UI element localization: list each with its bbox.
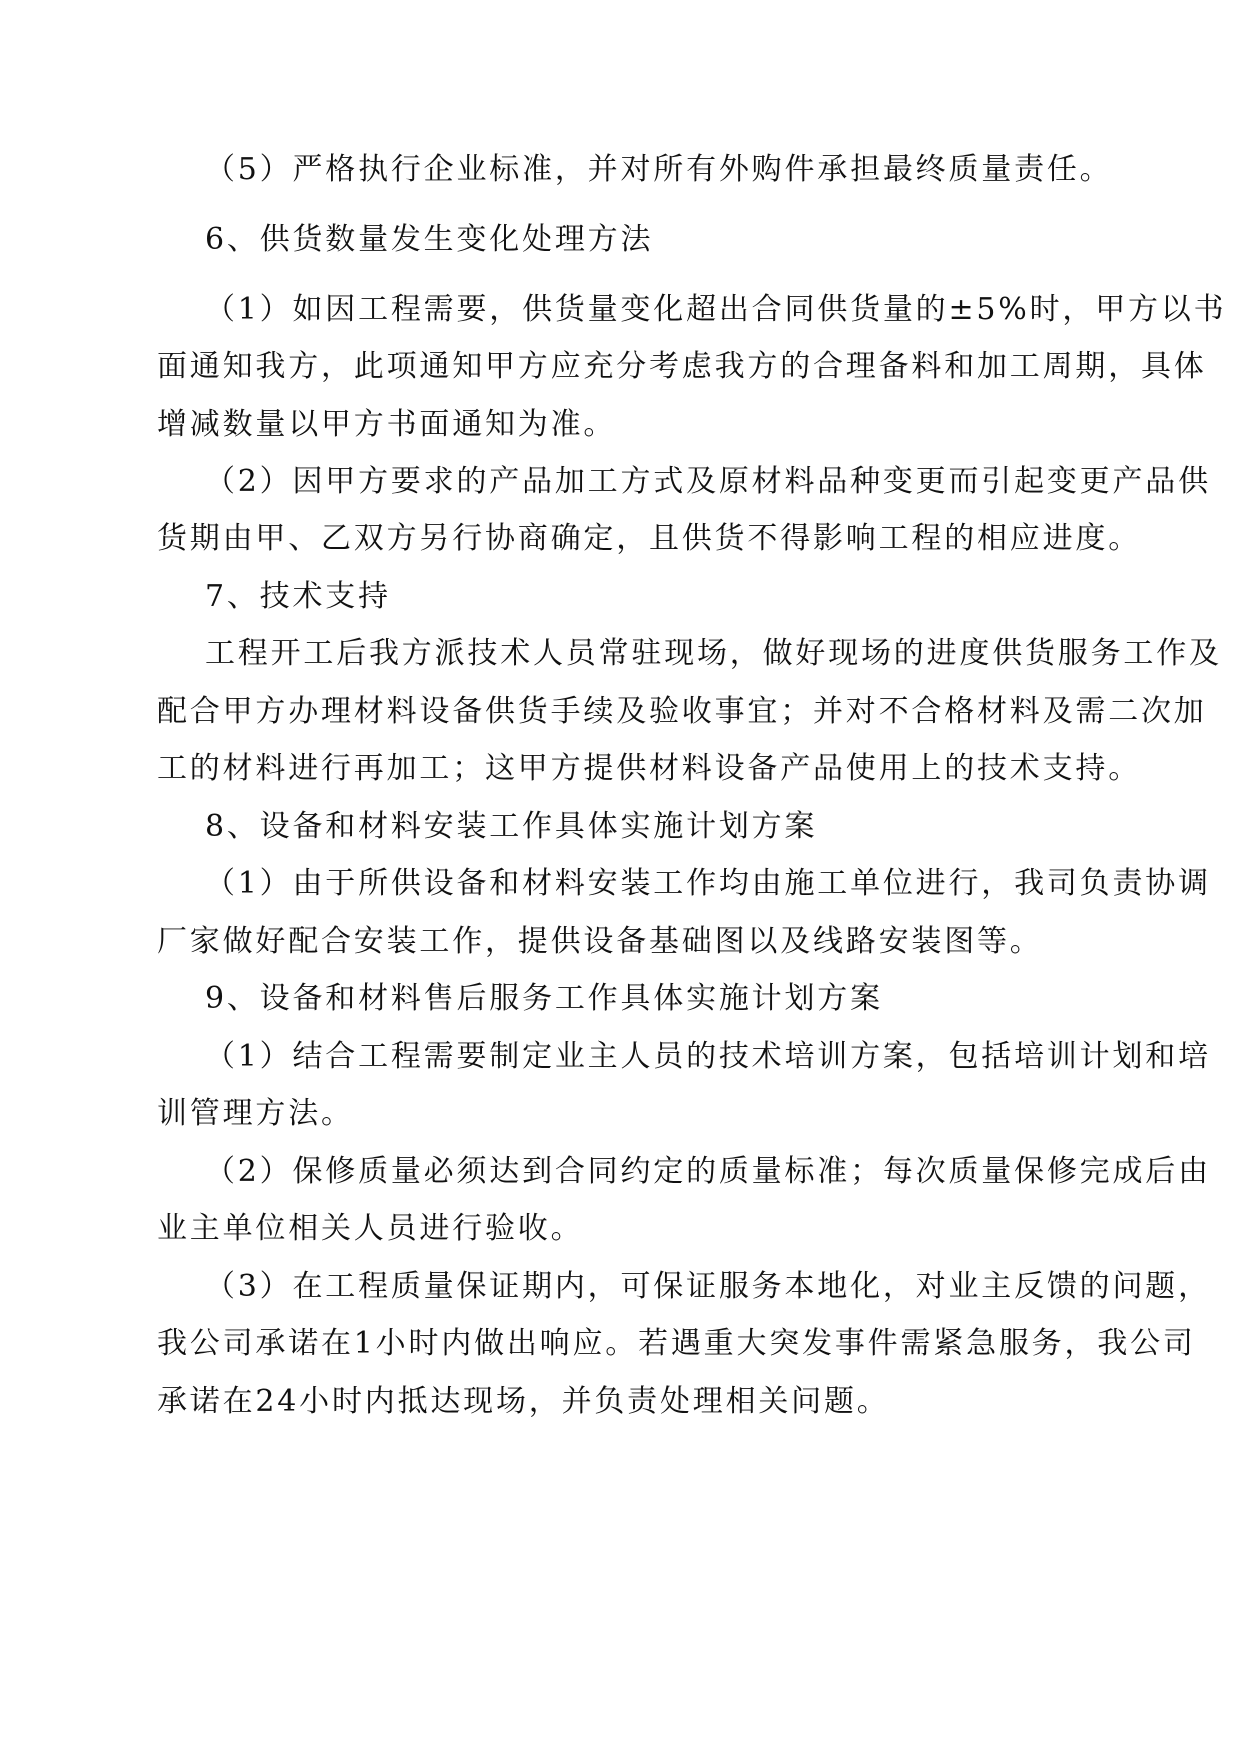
paragraph-6-1-line-3: 增减数量以甲方书面通知为准。 [157,407,617,442]
paragraph-9-2-line-1: （2）保修质量必须达到合同约定的质量标准；每次质量保修完成后由 [205,1154,1211,1189]
paragraph-6-2-line-2: 货期由甲、乙双方另行协商确定，且供货不得影响工程的相应进度。 [157,521,1141,556]
paragraph-9-1-line-1: （1）结合工程需要制定业主人员的技术培训方案，包括培训计划和培 [205,1039,1211,1074]
heading-9-after-sales-plan: 9、设备和材料售后服务工作具体实施计划方案 [205,981,883,1016]
paragraph-8-1-line-1: （1）由于所供设备和材料安装工作均由施工单位进行，我司负责协调 [205,866,1211,901]
paragraph-6-1-line-2: 面通知我方，此项通知甲方应充分考虑我方的合理备料和加工周期，具体 [157,349,1207,384]
paragraph-9-3-line-2: 我公司承诺在1小时内做出响应。若遇重大突发事件需紧急服务，我公司 [157,1326,1196,1361]
heading-8-installation-plan: 8、设备和材料安装工作具体实施计划方案 [205,809,818,844]
paragraph-5-strict-standards: （5）严格执行企业标准，并对所有外购件承担最终质量责任。 [205,152,1113,187]
paragraph-7-line-2: 配合甲方办理材料设备供货手续及验收事宜；并对不合格材料及需二次加 [157,694,1207,729]
heading-6-quantity-change: 6、供货数量发生变化处理方法 [205,222,654,257]
paragraph-9-3-line-1: （3）在工程质量保证期内，可保证服务本地化，对业主反馈的问题， [205,1269,1211,1304]
paragraph-9-2-line-2: 业主单位相关人员进行验收。 [157,1211,584,1246]
paragraph-7-line-1: 工程开工后我方派技术人员常驻现场，做好现场的进度供货服务工作及 [205,636,1222,671]
paragraph-8-1-line-2: 厂家做好配合安装工作，提供设备基础图以及线路安装图等。 [157,924,1043,959]
paragraph-6-1-line-1: （1）如因工程需要，供货量变化超出合同供货量的±5%时，甲方以书 [205,292,1227,327]
paragraph-9-3-line-3: 承诺在24小时内抵达现场，并负责处理相关问题。 [157,1384,890,1419]
paragraph-7-line-3: 工的材料进行再加工；这甲方提供材料设备产品使用上的技术支持。 [157,751,1141,786]
paragraph-9-1-line-2: 训管理方法。 [157,1096,354,1131]
paragraph-6-2-line-1: （2）因甲方要求的产品加工方式及原材料品种变更而引起变更产品供 [205,464,1211,499]
heading-7-technical-support: 7、技术支持 [205,579,391,614]
